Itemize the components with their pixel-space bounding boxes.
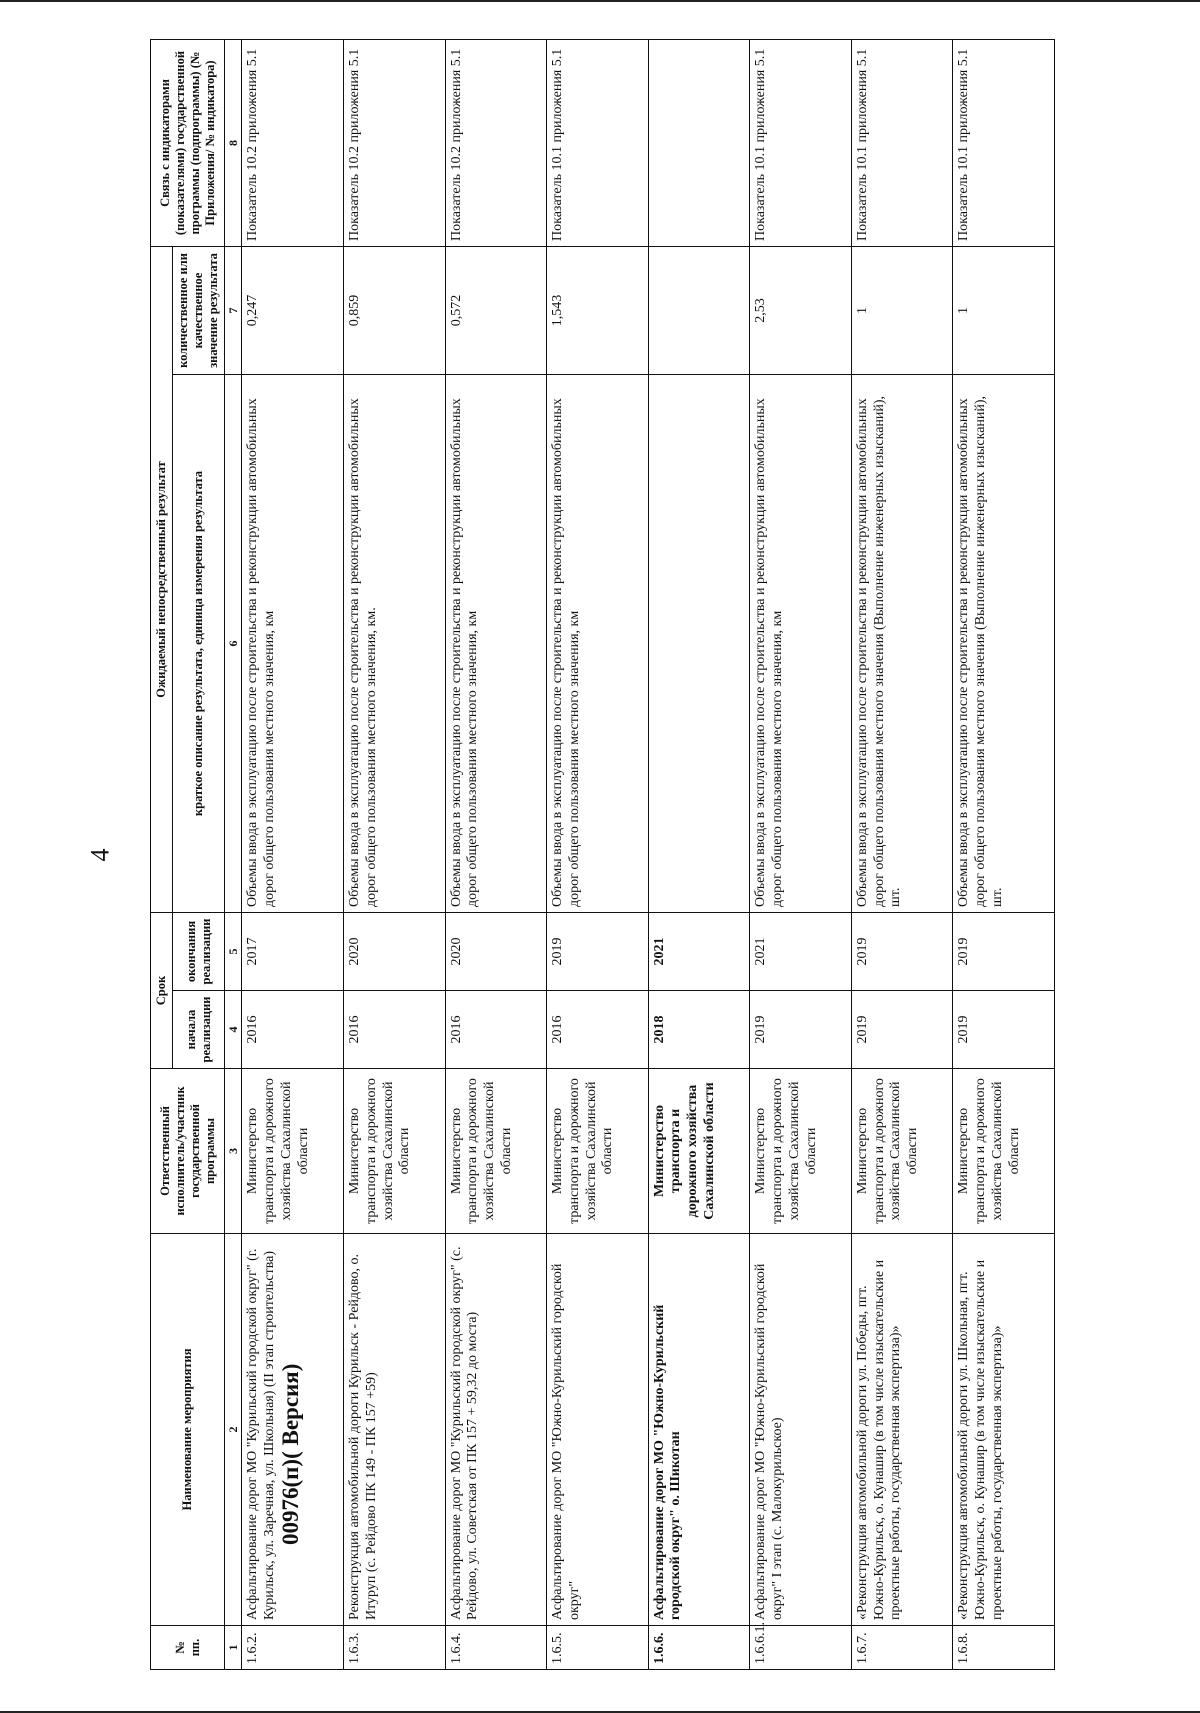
row-number: 1.6.8. — [953, 1626, 1055, 1670]
table-row — [445, 40, 547, 1670]
row-description — [648, 375, 750, 913]
row-description: Объемы ввода в эксплуатацию после строительства и реконструкции автомобильных дорог общего пользования местного значения, км — [242, 375, 344, 913]
row-number: 1.6.7. — [851, 1626, 953, 1670]
header-value: количественное или качественное значение результата — [173, 247, 225, 375]
scan-top-edge — [0, 0, 1200, 2]
row-value: 1 — [851, 247, 953, 375]
row-link — [648, 40, 750, 247]
row-name: «Реконструкция автомобильной дороги ул. Школьная, пгт. Южно-Курильск, о. Кунашир (в том числе изыскательские и проектные работы, государственная экспертиза)» — [953, 1234, 1055, 1626]
row-name: «Реконструкция автомобильной дороги ул. Победы, пгт. Южно-Курильск, о. Кунашир (в том числе изыскательские и проектные работы, государственная экспертиза)» — [851, 1234, 953, 1626]
header-result: Ожидаемый непосредственный результат — [151, 247, 173, 913]
row-number: 1.6.6.1. — [750, 1626, 852, 1670]
row-end-year: 2020 — [343, 913, 445, 991]
row-number: 1.6.2. — [242, 1626, 344, 1670]
row-value: 1,543 — [547, 247, 649, 375]
row-link: Показатель 10.1 приложения 5.1 — [750, 40, 852, 247]
row-end-year: 2021 — [750, 913, 852, 991]
row-value: 0,572 — [445, 247, 547, 375]
column-number: 8 — [225, 40, 242, 247]
row-end-year: 2019 — [953, 913, 1055, 991]
row-responsible: Министерство транспорта и дорожного хозяйства Сахалинской области — [851, 1069, 953, 1234]
row-start-year: 2019 — [750, 991, 852, 1069]
row-link: Показатель 10.1 приложения 5.1 — [851, 40, 953, 247]
row-description: Объемы ввода в эксплуатацию после строительства и реконструкции автомобильных дорог общего пользования местного значения, км — [445, 375, 547, 913]
row-number: 1.6.5. — [547, 1626, 649, 1670]
row-start-year: 2016 — [445, 991, 547, 1069]
row-link: Показатель 10.1 приложения 5.1 — [953, 40, 1055, 247]
row-end-year: 2020 — [445, 913, 547, 991]
column-number: 4 — [225, 991, 242, 1069]
row-link: Показатель 10.2 приложения 5.1 — [242, 40, 344, 247]
table-row — [851, 40, 953, 1670]
row-end-year: 2017 — [242, 913, 344, 991]
header-start: начала реализации — [173, 991, 225, 1069]
row-name: Асфальтирование дорог МО "Южно-Курильский городской округ" — [547, 1234, 649, 1626]
table-row — [343, 40, 445, 1670]
column-number: 7 — [225, 247, 242, 375]
row-responsible: Министерство транспорта и дорожного хозяйства Сахалинской области — [343, 1069, 445, 1234]
column-number: 2 — [225, 1234, 242, 1626]
row-value: 2,53 — [750, 247, 852, 375]
row-start-year: 2016 — [343, 991, 445, 1069]
row-responsible: Министерство транспорта и дорожного хозяйства Сахалинской области — [547, 1069, 649, 1234]
page-number: 4 — [85, 848, 115, 862]
column-number: 6 — [225, 375, 242, 913]
row-responsible: Министерство транспорта и дорожного хозяйства Сахалинской области — [445, 1069, 547, 1234]
header-description: краткое описание результата, единица измерения результата — [173, 375, 225, 913]
row-name: Асфальтирование дорог МО "Курильский городской округ" (с. Рейдово, ул. Советская от ПК 157 + 59,32 до моста) — [445, 1234, 547, 1626]
row-description: Объемы ввода в эксплуатацию после строительства и реконструкции автомобильных дорог общего пользования местного значения, км. — [343, 375, 445, 913]
table-row — [648, 40, 750, 1670]
header-responsible: Ответственный исполнитель/участник государственной программы — [151, 1069, 225, 1234]
row-description: Объемы ввода в эксплуатацию после строительства и реконструкции автомобильных дорог общего пользования местного значения (Выполнение инженерных изысканий), шт. — [851, 375, 953, 913]
row-link: Показатель 10.2 приложения 5.1 — [445, 40, 547, 247]
row-description: Объемы ввода в эксплуатацию после строительства и реконструкции автомобильных дорог общего пользования местного значения, км — [750, 375, 852, 913]
row-number: 1.6.6. — [648, 1626, 750, 1670]
row-value: 0,247 — [242, 247, 344, 375]
row-responsible: Министерство транспорта и дорожного хозяйства Сахалинской области — [648, 1069, 750, 1234]
header-srok: Срок — [151, 913, 173, 1069]
document-code: 00976(п)( Версия) — [278, 1363, 303, 1545]
header-end: окончания реализации — [173, 913, 225, 991]
row-name: Реконструкция автомобильной дороги Курильск - Рейдово, о. Итуруп (с. Рейдово ПК 149 - ПК 157 +59) — [343, 1234, 445, 1626]
row-link: Показатель 10.1 приложения 5.1 — [547, 40, 649, 247]
header-link: Связь с индикаторами (показателями) государственной программы (подпрограммы) (№ Приложения/ № индикатора) — [151, 40, 225, 247]
row-end-year: 2019 — [547, 913, 649, 991]
row-link: Показатель 10.2 приложения 5.1 — [343, 40, 445, 247]
row-name: Асфальтирование дорог МО "Курильский городской округ" (г. Курильск, ул. Заречная, ул. Школьная) (II этап строительства) — [242, 1234, 344, 1626]
row-end-year: 2021 — [648, 913, 750, 991]
table-row — [750, 40, 852, 1670]
column-number: 5 — [225, 913, 242, 991]
table-row — [547, 40, 649, 1670]
table-row — [953, 40, 1055, 1670]
row-name: Асфальтирование дорог МО "Южно-Курильский городской округ" I этап (с. Малокурильское) — [750, 1234, 852, 1626]
row-number: 1.6.4. — [445, 1626, 547, 1670]
row-responsible: Министерство транспорта и дорожного хозяйства Сахалинской области — [750, 1069, 852, 1234]
row-number: 1.6.3. — [343, 1626, 445, 1670]
row-start-year: 2016 — [242, 991, 344, 1069]
header-name: Наименование мероприятия — [151, 1234, 225, 1626]
header-num: № пп. — [151, 1626, 225, 1670]
row-name: Асфальтирование дорог МО "Южно-Курильский городской округ" о. Шикотан — [648, 1234, 750, 1626]
column-numbers-row — [225, 40, 242, 1670]
row-start-year: 2016 — [547, 991, 649, 1069]
row-end-year: 2019 — [851, 913, 953, 991]
row-value: 0,859 — [343, 247, 445, 375]
row-responsible: Министерство транспорта и дорожного хозяйства Сахалинской области — [953, 1069, 1055, 1234]
row-value — [648, 247, 750, 375]
row-start-year: 2018 — [648, 991, 750, 1069]
row-description: Объемы ввода в эксплуатацию после строительства и реконструкции автомобильных дорог общего пользования местного значения, км — [547, 375, 649, 913]
row-responsible: Министерство транспорта и дорожного хозяйства Сахалинской области — [242, 1069, 344, 1234]
row-start-year: 2019 — [953, 991, 1055, 1069]
row-description: Объемы ввода в эксплуатацию после строительства и реконструкции автомобильных дорог общего пользования местного значения (Выполнение инженерных изысканий), шт. — [953, 375, 1055, 913]
row-value: 1 — [953, 247, 1055, 375]
column-number: 1 — [225, 1626, 242, 1670]
row-start-year: 2019 — [851, 991, 953, 1069]
header-row-1 — [151, 40, 173, 1670]
column-number: 3 — [225, 1069, 242, 1234]
